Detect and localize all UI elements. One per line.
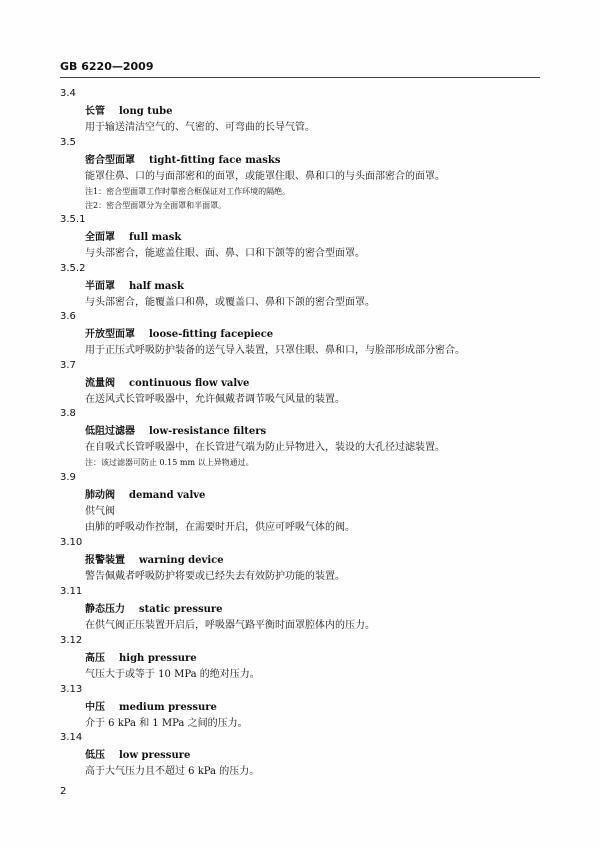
term-en: low pressure [119, 750, 191, 761]
term-title [60, 488, 550, 504]
term-zh: 半面罩 [85, 281, 115, 292]
term-3-14 [60, 730, 550, 780]
term-en: half mask [129, 281, 184, 292]
term-note: 注2：密合型面罩分为全面罩和半面罩。 [85, 201, 227, 210]
term-zh: 密合型面罩 [85, 155, 135, 166]
term-en: full mask [129, 232, 182, 243]
term-number: 3.9 [60, 472, 76, 483]
term-title [60, 424, 550, 440]
term-zh: 低压 [85, 750, 105, 761]
term-en: continuous flow valve [129, 378, 250, 389]
term-number: 3.5.2 [60, 263, 86, 274]
term-definition: 能罩住鼻、口的与面部密和的面罩，或能罩住眼、鼻和口的与头面部密合的面罩。 [85, 171, 445, 182]
term-en: tight-fitting face masks [149, 155, 281, 166]
term-definition: 与头部密合，能遮盖住眼、面、鼻、口和下颌等的密合型面罩。 [85, 248, 365, 259]
term-en: high pressure [119, 653, 197, 664]
term-en: low-resistance filters [149, 426, 267, 437]
term-definition: 与头部密合，能覆盖口和鼻，或覆盖口、鼻和下颌的密合型面罩。 [85, 297, 375, 308]
term-title [60, 327, 550, 343]
term-3-5-2 [60, 261, 550, 311]
term-en: static pressure [139, 604, 223, 615]
term-number: 3.6 [60, 311, 76, 322]
term-number: 3.13 [60, 684, 83, 695]
term-number: 3.14 [60, 732, 83, 743]
term-definition: 警告佩戴者呼吸防护将要或已经失去有效防护功能的装置。 [85, 571, 345, 582]
term-definition: 由肺的呼吸动作控制，在需要时开启，供应可呼吸气体的阀。 [85, 522, 355, 533]
term-alt-name: 供气阀 [85, 506, 115, 517]
term-title [60, 230, 550, 246]
standard-number: GB 6220—2009 [60, 60, 154, 73]
term-zh: 全面罩 [85, 232, 115, 243]
term-en: loose-fitting facepiece [149, 329, 274, 340]
term-title [60, 602, 550, 618]
term-en: medium pressure [119, 702, 217, 713]
term-3-8 [60, 406, 550, 470]
term-zh: 开放型面罩 [85, 329, 135, 340]
term-definition: 高于大气压力且不超过 6 kPa 的压力。 [85, 766, 260, 777]
term-3-5-1 [60, 212, 550, 262]
term-definition: 在送风式长管呼吸器中，允许佩戴者调节吸气风量的装置。 [85, 394, 345, 405]
term-en: warning device [139, 555, 224, 566]
term-zh: 肺动阀 [85, 490, 115, 501]
term-3-7 [60, 358, 550, 408]
term-number: 3.8 [60, 408, 76, 419]
term-number: 3.4 [60, 88, 76, 99]
term-3-10 [60, 535, 550, 585]
term-note: 注1：密合型面罩工作时靠密合框保证对工作环境的隔绝。 [85, 187, 291, 196]
term-title [60, 104, 550, 120]
term-title [60, 376, 550, 392]
term-3-12 [60, 633, 550, 683]
term-title [60, 279, 550, 295]
term-definition: 用于正压式呼吸防护装备的送气导入装置，只罩住眼、鼻和口，与脸部形成部分密合。 [85, 345, 465, 356]
term-zh: 高压 [85, 653, 105, 664]
term-title [60, 748, 550, 764]
term-en: demand valve [129, 490, 206, 501]
term-3-5 [60, 135, 550, 213]
term-number: 3.12 [60, 635, 83, 646]
term-title [60, 651, 550, 667]
term-title [60, 700, 550, 716]
term-zh: 低阻过滤器 [85, 426, 135, 437]
term-3-13 [60, 682, 550, 732]
term-definition: 用于输送清洁空气的、气密的、可弯曲的长导气管。 [85, 122, 315, 133]
term-3-11 [60, 584, 550, 634]
term-definition: 在自吸式长管呼吸器中，在长管进气端为防止异物进入，装设的大孔径过滤装置。 [85, 442, 445, 453]
term-3-6 [60, 309, 550, 359]
term-number: 3.5 [60, 137, 76, 148]
term-3-9 [60, 470, 550, 536]
term-zh: 静态压力 [85, 604, 125, 615]
term-number: 3.10 [60, 537, 83, 548]
term-title [60, 153, 550, 169]
term-definition: 在供气阀正压装置开启后，呼吸器气路平衡时面罩腔体内的压力。 [85, 620, 375, 631]
term-3-4 [60, 86, 550, 136]
term-zh: 中压 [85, 702, 105, 713]
header-rule [60, 77, 540, 78]
term-zh: 报警装置 [85, 555, 125, 566]
term-zh: 流量阀 [85, 378, 115, 389]
term-definition: 介于 6 kPa 和 1 MPa 之间的压力。 [85, 718, 248, 729]
term-number: 3.11 [60, 586, 83, 597]
term-number: 3.5.1 [60, 214, 86, 225]
term-zh: 长管 [85, 106, 105, 117]
page-number: 2 [60, 786, 67, 797]
term-en: long tube [119, 106, 173, 117]
term-note: 注：该过滤器可防止 0.15 mm 以上异物通过。 [85, 458, 254, 467]
term-number: 3.7 [60, 360, 76, 371]
term-definition: 气压大于或等于 10 MPa 的绝对压力。 [85, 669, 260, 680]
term-title [60, 553, 550, 569]
